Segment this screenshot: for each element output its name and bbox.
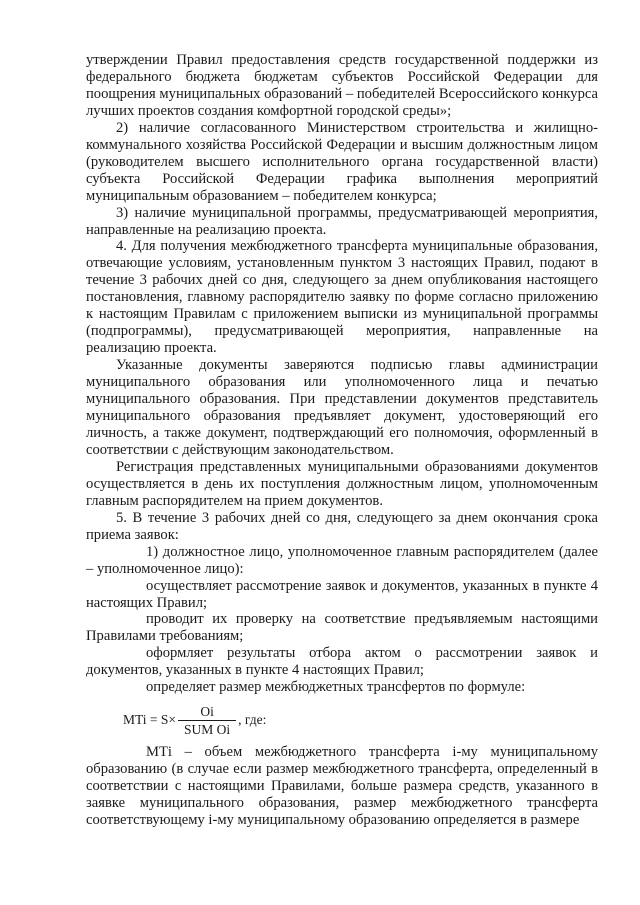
paragraph-p8: 1) должностное лицо, уполномоченное главным распорядителем (далее – уполномоченное лицо):: [86, 543, 598, 577]
paragraph-p3: 3) наличие муниципальной программы, предусматривающей мероприятия, направленные на реализацию проекта.: [86, 204, 598, 238]
paragraph-p4: 4. Для получения межбюджетного трансферта муниципальные образования, отвечающие условиям, установленным пунктом 3 настоящих Правил, подают в течение 3 рабочих дней со дня, следующего за днем опубликования настоящего постановления, главному распорядителю заявку по форме согласно приложению к настоящим Правилам с приложением выписки из муниципальной программы (подпрограммы), предусматривающей мероприятия, направленные на реализацию проекта.: [86, 238, 598, 357]
document-body: [86, 52, 598, 696]
formula-lhs: MTi = S×: [123, 711, 177, 727]
formula-fraction: [178, 704, 236, 737]
paragraph-p5: Указанные документы заверяются подписью главы администрации муниципального образования или уполномоченного лица и печатью муниципального образования. При представлении документов представитель муниципального образования предъявляет документ, удостоверяющий его личность, а также документ, подтверждающий его полномочия, оформленный в соответствии с действующим законодательством.: [86, 357, 598, 458]
paragraph-p9: осуществляет рассмотрение заявок и документов, указанных в пункте 4 настоящих Правил;: [86, 577, 598, 611]
document-body-continued: [86, 744, 598, 829]
formula-suffix: , где:: [238, 711, 267, 727]
paragraph-p7: 5. В течение 3 рабочих дней со дня, следующего за днем окончания срока приема заявок:: [86, 509, 598, 543]
paragraph-p12: определяет размер межбюджетных трансфертов по формуле:: [146, 679, 526, 696]
paragraph-p1: утверждении Правил предоставления средств государственной поддержки из федерального бюджета бюджетам субъектов Российской Федерации для поощрения муниципальных образований – победителей Всероссийского конкурса лучших проектов создания комфортной городской среды»;: [86, 52, 598, 119]
document-page: [86, 52, 598, 829]
paragraph-p6: Регистрация представленных муниципальными образованиями документов осуществляется в день их поступления должностным лицом, уполномоченным главным распорядителем на прием документов.: [86, 458, 598, 509]
paragraph-p2: 2) наличие согласованного Министерством строительства и жилищно-коммунального хозяйства Российской Федерации и высшим должностным лицом (руководителем высшего исполнительного органа государственной власти) субъекта Российской Федерации графика выполнения мероприятий муниципальным образованием – победителем конкурса;: [86, 119, 598, 204]
paragraph-p10: проводит их проверку на соответствие предъявляемым настоящими Правилами требованиям;: [86, 611, 598, 645]
allocation-formula: [123, 698, 598, 742]
paragraph-p11: оформляет результаты отбора актом о рассмотрении заявок и документов, указанных в пункте 4 настоящих Правил;: [86, 645, 598, 679]
formula-numerator: Oi: [200, 703, 214, 719]
formula-denominator: SUM Oi: [184, 721, 231, 737]
paragraph-p13: МТi – объем межбюджетного трансферта i-му муниципальному образованию (в случае если размер межбюджетного трансферта, определенный в соответствии с настоящими Правилами, больше размера средств, указанного в заявке муниципального образования, размер межбюджетного трансферта соответствующему i-му муниципальному образованию определяется в размере: [86, 744, 598, 829]
